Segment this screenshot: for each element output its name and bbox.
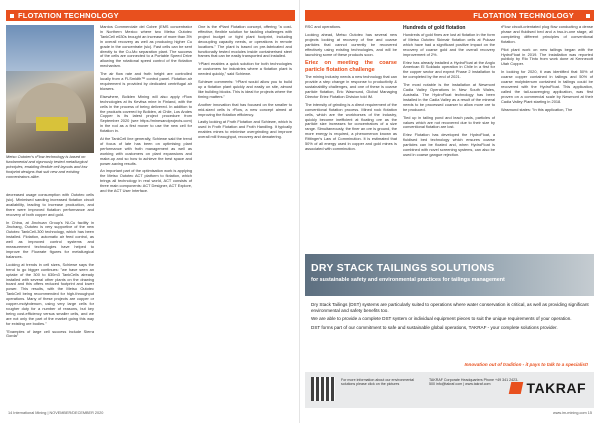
paragraph: Looking ahead, Metso Outotec has several new projects looking at recovery of fine and coarse particles that cannot currently be recovered effectively using existing technologies, and will be launching some of these products soon. — [305, 31, 397, 57]
paragraph: RSC and operations. — [305, 25, 342, 29]
qr-code-icon[interactable] — [311, 377, 335, 401]
ad-header-background — [305, 254, 594, 296]
page-footer: 14 International Mining | NOVEMBER/DECEMBER 2020 — [8, 411, 104, 415]
left-column-1 — [6, 193, 94, 408]
paragraph: An important part of the optimisation work is applying the Metso Outotec ACT platform to flotation, which brings all technology in real world, ACT consists of three main components: ACT Designer, ACT Explore, and the ACT User Interface. — [100, 168, 192, 194]
takraf-logo — [510, 380, 586, 396]
right-column-2 — [403, 25, 495, 250]
ad-tagline: Innovation out of tradition - it pays to talk to a specialist! — [464, 362, 588, 367]
paragraph: The mining industry needs a new technology that can provide a step change in response to productivity & sustainability challenges, and one of these is coarse particle flotation, Eric Wasmund, Global Managing Director Eriez Flotation Division told IM. — [305, 74, 397, 99]
paragraph: Eriez has already installed a HydroFloat at the Anglo American El Soldado operation in Chile in a first for the copper sector and expect Phase 2 installation to be completed by the end of 2021. — [403, 59, 495, 80]
paragraph: Hundreds of gold fines are lost at flotation in the form of Metso Outotec Skimair flotation cells at Pukaar which have had a significant positive impact on the recovery of coarse gold and the overall recovery improvement of 2%. — [403, 32, 495, 57]
paragraph: At the TankCell line generally, Schiewe said the trend of focus of late has been on optimising plant performance with froth management as well as working with customers on plant expansions and make-up and so how to achieve the best space and power-saving results. — [100, 136, 192, 166]
paragraph: "rPlant enables a quick solution for both technologies or customers for industries where a flotation plant is needed quickly," said Schiewe. — [198, 61, 292, 77]
right-page — [300, 0, 600, 423]
section-label: FLOTATION TECHNOLOGY — [18, 11, 119, 20]
article-subhead: Eriez on meeting the coarse particle flotation challenge — [305, 60, 397, 73]
banner-square-icon — [586, 14, 590, 18]
section-banner — [6, 10, 295, 21]
left-column-2 — [100, 25, 192, 408]
paragraph: "Examples of large cell success include Sierra Gorda" — [6, 328, 94, 339]
paragraph: decreased usage consumption with Outotec cells (sic). Minimised sanding increased flotation circuit availability, leading to increase production, and there were improved flotation performance and recovery of both copper and gold. — [6, 193, 94, 217]
paragraph: Schiewe comments: "rPlant would allow you to build up a flotation plant quickly and easily on site, almost like building blocks. This is ideal for projects where the timing matters." — [198, 79, 292, 99]
paragraph: Another innovation that has focused on the smaller to mid-sized cells is rFlow, a new concept aimed at improving the flotation efficiency. — [198, 101, 292, 117]
takraf-logo-mark-icon — [509, 382, 524, 394]
paragraph: The intensity of grinding is a direct requirement of the conventional flotation process. Mined rock flotation cells, which are the workhorses of the industry, quickly become inefficient at floating ore as the particle size increases for concentrators of a size range. Simultaneously, the finer an ore is ground, the more energy is required, a phenomenon known as Rittinger's Law of Comminution. It is estimated that 50% of all energy used in copper and gold mines is associated with comminution. — [305, 101, 397, 151]
ad-contact-note: For more information about our environmental solutions please click on the pictures — [341, 378, 415, 387]
paragraph: One is the rPlant Flotation concept, offering "a cost-effective, flexible solution for tackling challenges with project budget or tight plant footprint, including decoupling capacity needs, or operations in remote locations." The plant is based on pre-fabricated and functionally tested modules inside containerised steel frames that can be easily transported and installed. — [198, 25, 292, 59]
banner-square-icon — [10, 14, 14, 18]
photo-caption: Metso Outotec's rFlow technology is based on fundamental and rigorously tested metallurgical principles, enabling flexible cell layouts and low footprint designs that suit new and existing concentrators alike. — [6, 154, 88, 179]
takraf-advertisement[interactable] — [305, 254, 594, 408]
paragraph: In looking for 2020, it was identified that 50% of coarse copper contained in tailings and 50% of coarse molybdenum contained in tailings could be recovered with the HydroFloat. This application, called the tail-scavenging application, was first proven on a commercial scale by Newmont at their Cadia Valley Plant starting in 2018. — [501, 69, 593, 104]
ad-paragraph: Dry Stack Tailings (DST) systems are particularly suited to operations where water conservation is critical, as well as providing significant environmental and safety benefits too. — [311, 302, 589, 313]
ad-paragraph: We are able to provide a complete DST system or individual equipment pieces to suit the unique requirements of your operation. — [311, 316, 572, 322]
photo-truck — [36, 117, 68, 131]
photo-sky — [6, 25, 94, 71]
page-footer: www.im-mining.com 15 — [552, 411, 592, 415]
paragraph: Mantos Commerciale del Cobre (EMS concentrator in Northern Mexico where two Metso Outotec TankCell e630s brought an increase of more than 3% in overall recovery as well as producing higher Cu grade in the concentrate (sic). Fast cells can be sent directly to the Cu-Mo separation plant. The success of the cells are connected to a Portable Speed Drive allowing the rotational speed control of the flotation mechanism. — [100, 25, 192, 69]
paragraph: The most notable is the installation at Newmont Cadia Valley Operations in New South Wales, Australia. The HydroFloat technology has been installed in the Cadia Valley as a result of the mineral needs to be processed coarser to allow more ore to be produced. — [403, 82, 495, 112]
ad-header — [305, 254, 594, 296]
right-column-3 — [501, 25, 593, 250]
ad-paragraph: DST forms part of our commitment to safe and sustainable global operations, TAKRAF - your complete solutions provider. — [311, 324, 558, 330]
takraf-logo-text: TAKRAF — [526, 380, 586, 396]
paragraph: Elsewhere, Boliden Mining will also apply rFlow technologies at its Kevitsa mine in Finland, with the cells in the process of being delivered. In addition to the products covered by Boliden, at Chile, Los Andes Copper is its latest project procedure from September 2020 (see https://minesandprojects.com) in the rod as a first mover to use the new cell for flotation in. — [100, 93, 192, 134]
section-label: FLOTATION TECHNOLOGY — [473, 11, 574, 20]
right-column-1 — [305, 25, 397, 250]
paragraph: rFlow circuit-orientated plug flow conducting a dense phase and fluidised bed and a two-in-one stage, all completing different principles of conventional flotation. — [501, 25, 593, 44]
ad-subtitle: for sustainable safety and environmental practices for tailings management — [311, 277, 505, 283]
paragraph: Looking at trends in cell sizes, Schiewe says the trend to go bigger continues: "we have seen an uptake of the 300 to 630m3 TankCells already installed with several other plants on the drawing board and this offers reduced footprint and lower power. This results, with the Metso Outotec TankCell being recommended for high-throughput operations. Many of these projects are copper or copper-molybdenum, using very large cells for rougher duty for a number of reasons, but key being cost-efficiency versus smaller cells, and we are not only the part of the market going this way for existing ore bodies." — [6, 261, 94, 326]
flotation-plant-photo — [6, 25, 94, 153]
paragraph: The air flow rate and froth height are controlled locally from a FLSmidth™ control panel. Flotation air requirement is provided by dedicated centrifugal air blowers. — [100, 71, 192, 91]
paragraph: Eriez Flotation has developed the HydroFloat, a fluidised bed technology which ensures coarse particles can be floated and, when HydroFloat is combined with novel screening systems, can also be used in coarse gangue rejection. — [403, 132, 495, 157]
paragraph: In China, at Jinchuan Group's Ni-Cu facility in Jinchang, Outotec is very supportive of the new Outotec TankCell-300 technology, which has been installed. Flotation, automatic air feed control, as well as improved control systems and measurement technologies have helped to improve the Flowrate figures for metallurgical balances. — [6, 219, 94, 259]
ad-footer — [305, 372, 594, 408]
paragraph: Wasmund states: "In this application, The — [501, 106, 573, 112]
left-column-3 — [198, 25, 292, 408]
ad-title: DRY STACK TAILINGS SOLUTIONS — [311, 262, 495, 274]
ad-contact-details[interactable]: TAKRAF Corporate Headquarters Phone +49 341 2423-500 info@takraf.com | www.takraf.com — [429, 378, 519, 387]
paragraph: Lastly looking at Froth Flotation and Schiewe, which is used in Froth Flotation and Froth Handling. It typically enables mines to minimise overgrinding and improve overall mill throughput, recovery and dewatering. — [198, 119, 292, 140]
paragraph: Tied up in tailing pond and leach pads, particles of values which are not recovered due to their size by conventional flotation are lost. — [403, 114, 495, 130]
paragraph: Pilot plant work on new tailings began with the HydroFloat in 2019. The installation was reported publicly by Rio Tinto from work done at Kennecott Utah Copper. — [501, 46, 593, 67]
ad-body — [311, 302, 589, 333]
column-subhead: Hundreds of gold flotation — [403, 25, 466, 31]
section-banner — [305, 10, 594, 21]
